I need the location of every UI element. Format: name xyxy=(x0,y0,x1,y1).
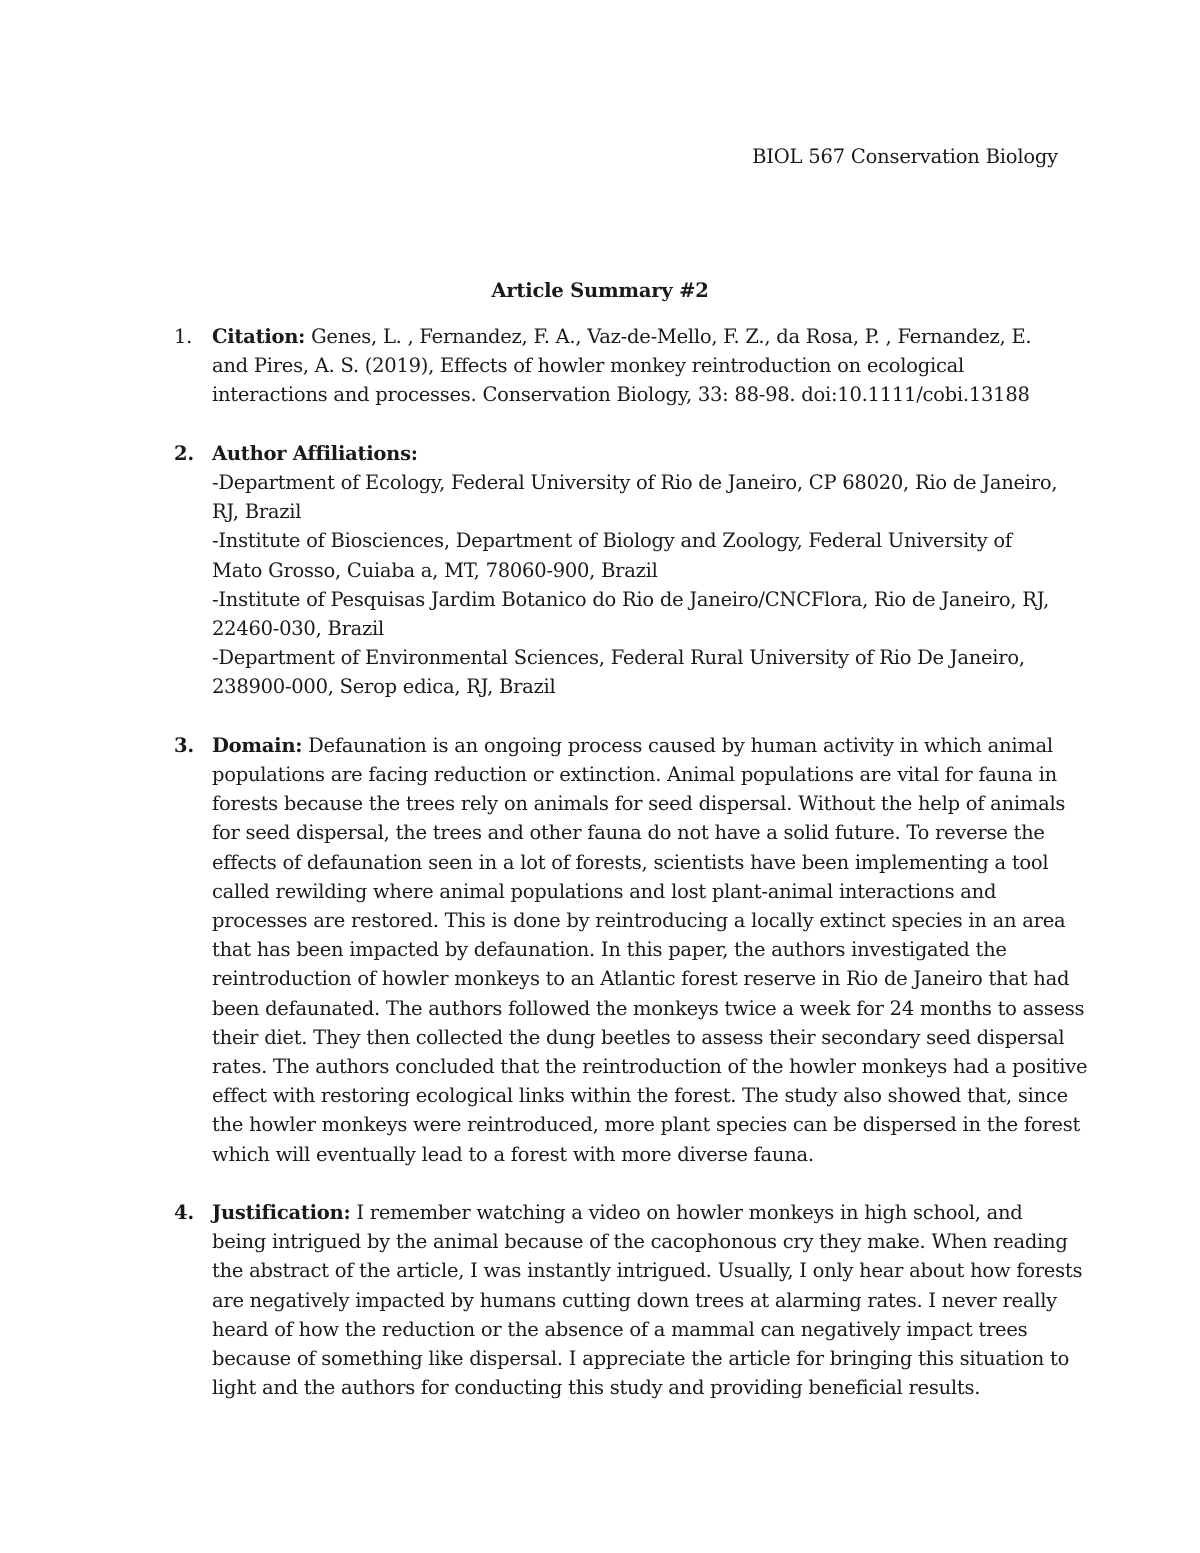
justification-line: being intrigued by the animal because of the cacophonous cry they make. When reading xyxy=(212,1230,1068,1254)
justification-line xyxy=(212,1198,1074,1227)
domain-line: for seed dispersal, the trees and other fauna do not have a solid future. To reverse the xyxy=(212,821,1045,845)
domain-line: processes are restored. This is done by reintroducing a locally extinct species in an area xyxy=(212,909,1066,933)
justification-line: are negatively impacted by humans cutting down trees at alarming rates. I never really xyxy=(212,1288,1057,1312)
item-number: 1. xyxy=(174,325,193,348)
course-header: BIOL 567 Conservation Biology xyxy=(752,145,1058,168)
justification-text: I remember watching a video on howler monkeys in high school, and xyxy=(350,1201,1023,1225)
domain-line: their diet. They then collected the dung beetles to assess their secondary seed dispersal xyxy=(212,1025,1065,1049)
domain-item xyxy=(174,731,1088,1169)
domain-text: Defaunation is an ongoing process caused by human activity in which animal xyxy=(302,733,1053,757)
domain-line: populations are facing reduction or extinction. Animal populations are vital for fauna in xyxy=(212,763,1057,787)
affiliation-line: Mato Grosso, Cuiaba a, MT, 78060-900, Brazil xyxy=(212,558,658,582)
affiliations-label: Author Affiliations: xyxy=(212,441,418,465)
affiliation-line: -Department of Environmental Sciences, Federal Rural University of Rio De Janeiro, xyxy=(212,646,1025,670)
citation-item xyxy=(174,322,1074,410)
domain-label: Domain: xyxy=(212,733,303,757)
citation-label: Citation: xyxy=(212,325,306,348)
domain-line: called rewilding where animal populations and lost plant-animal interactions and xyxy=(212,879,997,903)
item-number: 4. xyxy=(174,1201,194,1225)
justification-item xyxy=(174,1198,1083,1402)
citation-line xyxy=(212,322,1074,351)
justification-line: because of something like dispersal. I appreciate the article for bringing this situation to xyxy=(212,1347,1070,1371)
domain-line xyxy=(212,731,1074,760)
citation-line: and Pires, A. S. (2019), Effects of howler monkey reintroduction on ecological xyxy=(212,354,965,378)
affiliation-line: -Institute of Pesquisas Jardim Botanico do Rio de Janeiro/CNCFlora, Rio de Janeiro, RJ, xyxy=(212,587,1050,611)
affiliations-item xyxy=(174,439,1074,702)
affiliation-line: -Institute of Biosciences, Department of Biology and Zoology, Federal University of xyxy=(212,529,1012,553)
domain-line: that has been impacted by defaunation. In this paper, the authors investigated the xyxy=(212,938,1007,962)
domain-line: effects of defaunation seen in a lot of forests, scientists have been implementing a tool xyxy=(212,850,1049,874)
domain-line: the howler monkeys were reintroduced, more plant species can be dispersed in the forest xyxy=(212,1113,1081,1137)
domain-line: effect with restoring ecological links within the forest. The study also showed that, since xyxy=(212,1084,1068,1108)
affiliation-line: 238900-000, Serop edica, RJ, Brazil xyxy=(212,675,556,699)
justification-line: the abstract of the article, I was instantly intrigued. Usually, I only hear about how forests xyxy=(212,1259,1083,1283)
summary-list xyxy=(174,322,1088,1432)
domain-line: rates. The authors concluded that the reintroduction of the howler monkeys had a positive xyxy=(212,1055,1088,1079)
affiliation-line: -Department of Ecology, Federal University of Rio de Janeiro, CP 68020, Rio de Janeiro, xyxy=(212,471,1058,494)
domain-line: forests because the trees rely on animals for seed dispersal. Without the help of animals xyxy=(212,792,1066,816)
domain-line: reintroduction of howler monkeys to an Atlantic forest reserve in Rio de Janeiro that had xyxy=(212,967,1070,991)
justification-label: Justification: xyxy=(212,1201,351,1225)
affiliation-line: 22460-030, Brazil xyxy=(212,617,385,641)
domain-line: been defaunated. The authors followed the monkeys twice a week for 24 months to assess xyxy=(212,996,1085,1020)
item-number: 2. xyxy=(174,441,194,465)
domain-line: which will eventually lead to a forest with more diverse fauna. xyxy=(212,1142,814,1166)
citation-text: Genes, L. , Fernandez, F. A., Vaz-de-Mello, F. Z., da Rosa, P. , Fernandez, E. xyxy=(305,325,1032,348)
justification-line: light and the authors for conducting this study and providing beneficial results. xyxy=(212,1376,981,1400)
justification-line: heard of how the reduction or the absence of a mammal can negatively impact trees xyxy=(212,1317,1028,1341)
page-title: Article Summary #2 xyxy=(491,279,709,302)
citation-line: interactions and processes. Conservation Biology, 33: 88-98. doi:10.1111/cobi.13188 xyxy=(212,383,1030,407)
affiliation-line: RJ, Brazil xyxy=(212,500,302,524)
item-number: 3. xyxy=(174,733,194,757)
